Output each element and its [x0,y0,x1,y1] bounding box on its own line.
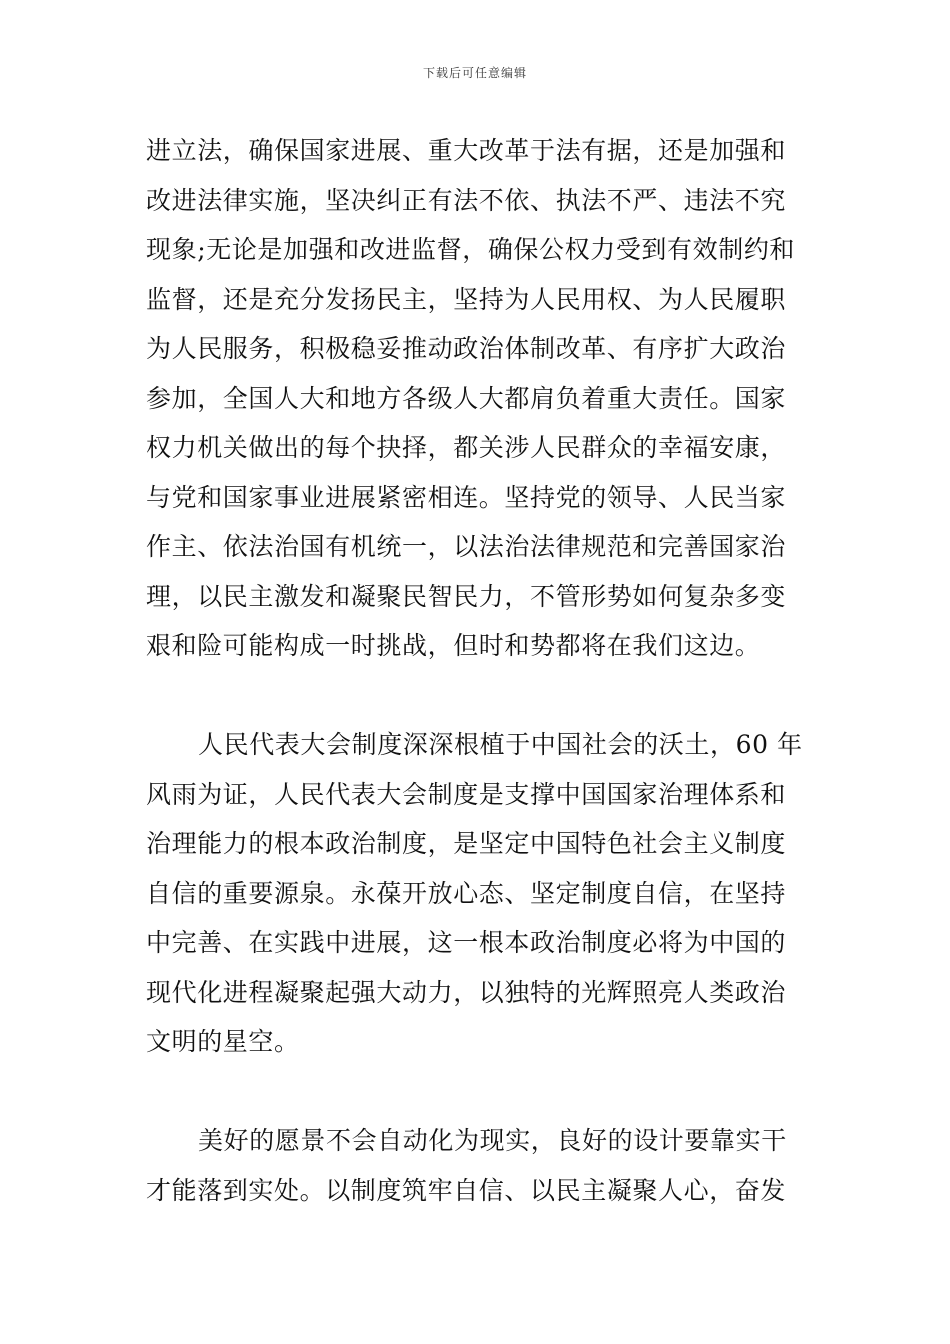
text-line: 权力机关做出的每个抉择，都关涉人民群众的幸福安康， [146,433,787,462]
text-line: 参加，全国人大和地方各级人大都肩负着重大责任。国家 [146,383,787,413]
text-line: 理，以民主激发和凝聚民智民力，不管形势如何复杂多变 [146,581,787,611]
text-line: 改进法律实施，坚决纠正有法不依、执法不严、违法不究 [146,185,787,215]
text-line: 风雨为证，人民代表大会制度是支撑中国国家治理体系和 [146,779,787,809]
text-line: 现代化进程凝聚起强大动力，以独特的光辉照亮人类政治 [146,977,787,1007]
text-line: 进立法，确保国家进展、重大改革于法有据，还是加强和 [146,136,787,165]
paragraph-gap [146,1067,810,1117]
text-line: 为人民服务，积极稳妥推动政治体制改革、有序扩大政治 [146,334,787,363]
text-line: 监督，还是充分发扬民主，坚持为人民用权、为人民履职 [146,284,787,314]
paragraph-3 [146,1116,810,1215]
paragraph-2 [146,720,810,1067]
text-line: 人民代表大会制度深深根植于中国社会的沃土，60 年 [198,730,803,759]
paragraph-1 [146,126,810,671]
text-line: 现象;无论是加强和改进监督，确保公权力受到有效制约和 [146,235,796,264]
page-header: 下载后可任意编辑 [422,66,527,80]
text-line: 美好的愿景不会自动化为现实，良好的设计要靠实干 [198,1126,787,1155]
text-line: 艰和险可能构成一时挑战，但时和势都将在我们这边。 [146,631,761,660]
text-line: 作主、依法治国有机统一，以法治法律规范和完善国家治 [146,532,787,561]
document-body [146,126,810,1215]
text-line: 中完善、在实践中进展，这一根本政治制度必将为中国的 [146,928,787,957]
text-line: 文明的星空。 [146,1027,300,1056]
text-line: 自信的重要源泉。永葆开放心态、坚定制度自信，在坚持 [146,878,787,908]
text-line: 与党和国家事业进展紧密相连。坚持党的领导、人民当家 [146,482,787,512]
text-line: 才能落到实处。以制度筑牢自信、以民主凝聚人心，奋发 [146,1175,787,1205]
text-line: 治理能力的根本政治制度，是坚定中国特色社会主义制度 [146,829,787,858]
paragraph-gap [146,671,810,721]
